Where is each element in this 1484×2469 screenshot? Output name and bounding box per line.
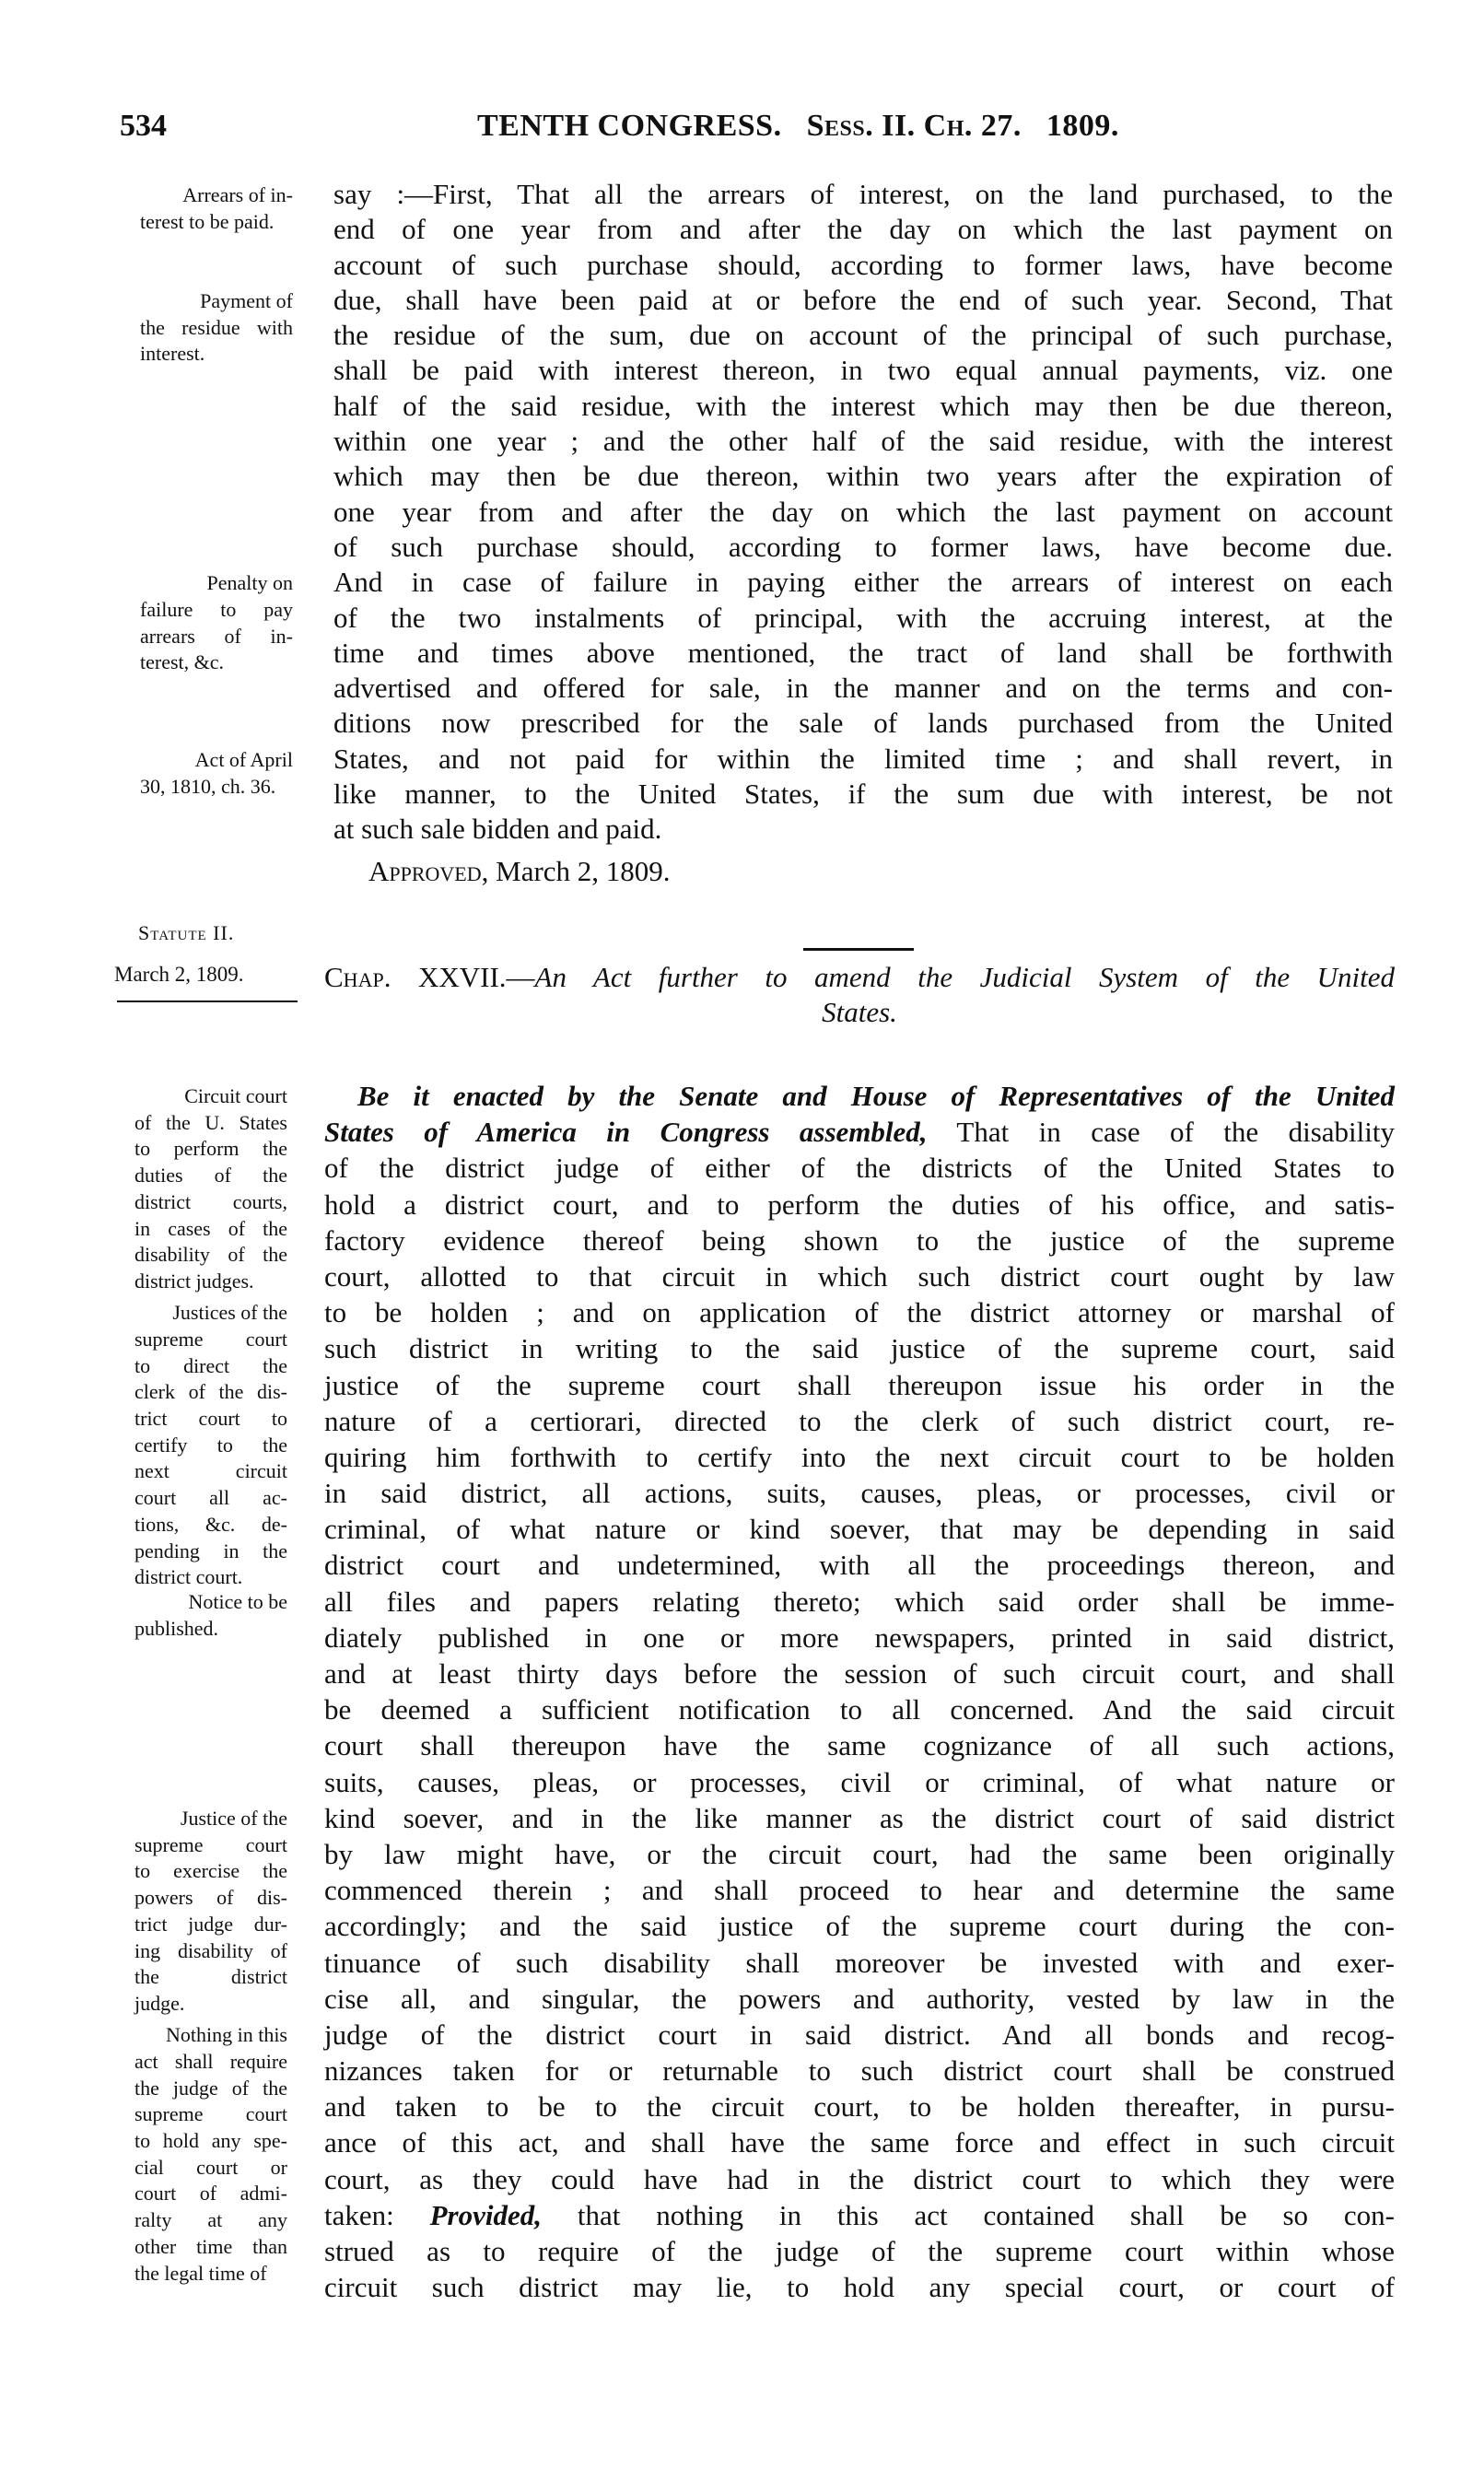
margin-note-line: Arrears of in-: [182, 183, 293, 206]
body-line: court, allotted to that circuit in which such district court ought by law: [324, 1259, 1395, 1293]
body-line: like manner, to the United States, if the sum due with interest, be not: [333, 778, 1393, 811]
enacting-clause-rest: That in case of the disability: [927, 1116, 1395, 1149]
body-line: criminal, of what nature or kind soever, that may be depending in said: [324, 1513, 1395, 1546]
body-line: and taken to be to the circuit court, to be holden thereafter, in pursu-: [324, 2090, 1395, 2124]
margin-note: [134, 1589, 287, 1642]
margin-note-line: act shall require: [134, 2049, 287, 2073]
body-line: kind soever, and in the like manner as the district court of said district: [324, 1801, 1395, 1834]
body-line: of such purchase should, according to former laws, have become due.: [333, 530, 1393, 563]
body-line: to be holden ; and on application of the district attorney or marshal of: [324, 1296, 1395, 1329]
body-line: States, and not paid for within the limited time ; and shall revert, in: [333, 742, 1393, 775]
body-line: which may then be due thereon, within two years after the expiration of: [333, 460, 1393, 493]
margin-note: [140, 182, 293, 235]
header-year: 1809.: [1046, 109, 1119, 143]
proviso-pre: taken:: [324, 2198, 430, 2231]
proviso-line: [324, 2197, 1395, 2233]
body-line: all files and papers relating thereto; which said order shall be imme-: [324, 1585, 1395, 1618]
body-line: court, as they could have had in the district court to which they were: [324, 2162, 1395, 2195]
margin-note-line: Notice to be: [188, 1589, 287, 1613]
margin-note-line: Circuit court: [184, 1084, 287, 1107]
body-line: hold a district court, and to perform the duties of his office, and satis-: [324, 1188, 1395, 1221]
approved-label: Approved,: [368, 855, 489, 887]
body-line: in said district, all actions, suits, causes, pleas, or processes, civil or: [324, 1477, 1395, 1510]
enacting-clause-emphasis: States of America in Congress assembled,: [324, 1116, 928, 1149]
margin-note: [134, 2022, 287, 2287]
header-chapter: Ch. 27.: [923, 109, 1022, 143]
chapter-title: An Act further to amend the Judicial System of the United: [534, 961, 1395, 993]
statute-label: Statute II.: [138, 921, 235, 944]
statute-date-underline: [117, 1000, 298, 1002]
margin-note-line: the district: [134, 1965, 287, 1989]
running-header: [477, 109, 1119, 144]
body-line: shall be paid with interest thereon, in two equal annual payments, viz. one: [333, 354, 1393, 387]
proviso-word: Provided,: [429, 2198, 543, 2231]
body-line: of the two instalments of principal, with the accruing interest, at the: [333, 601, 1393, 634]
margin-note: [134, 1083, 287, 1295]
body-line: end of one year from and after the day on which the last payment on: [333, 213, 1393, 246]
body-line: of the district judge of either of the districts of the United States to: [324, 1152, 1395, 1185]
margin-note: [140, 570, 293, 676]
body-line: the residue of the sum, due on account of the principal of such purchase,: [333, 319, 1393, 352]
margin-note-line: trict judge dur-: [134, 1912, 287, 1936]
margin-note-line: terest to be paid.: [140, 209, 275, 233]
body-line: justice of the supreme court shall thereupon issue his order in the: [324, 1368, 1395, 1401]
margin-note-line: to hold any spe-: [134, 2129, 287, 2152]
margin-note-line: terest, &c.: [140, 650, 225, 674]
header-session: Sess. II.: [806, 109, 916, 143]
section-divider-rule: [803, 948, 914, 951]
margin-note-line: supreme court: [134, 2102, 287, 2126]
enacting-clause-line1: [324, 1078, 1395, 1114]
margin-note-line: Payment of: [200, 288, 293, 312]
margin-note-line: arrears of in-: [140, 624, 293, 648]
chapter-heading-line1: [324, 960, 1395, 995]
section1-body: [333, 177, 1393, 848]
margin-note-line: to exercise the: [134, 1859, 287, 1883]
margin-note-line: in cases of the: [134, 1216, 287, 1240]
margin-note-line: the legal time of: [134, 2261, 267, 2285]
body-line: accordingly; and the said justice of the supreme court during the con-: [324, 1910, 1395, 1943]
margin-note-line: court of admi-: [134, 2182, 287, 2206]
header-title: TENTH CONGRESS.: [477, 109, 782, 143]
body-line: say :—First, That all the arrears of interest, on the land purchased, to the: [333, 178, 1393, 210]
margin-note-line: court all ac-: [134, 1486, 287, 1510]
body-line: ance of this act, and shall have the same force and effect in such circuit: [324, 2126, 1395, 2159]
margin-note-line: district court.: [134, 1565, 243, 1589]
body-line: circuit such district may lie, to hold any special court, or court of: [324, 2271, 1395, 2304]
margin-note-line: supreme court: [134, 1832, 287, 1856]
margin-note-line: next circuit: [134, 1459, 287, 1483]
approval-line: [368, 855, 671, 888]
body-line: quiring him forthwith to certify into the next circuit court to be holden: [324, 1440, 1395, 1473]
margin-note-line: other time than: [134, 2234, 287, 2258]
body-line: time and times above mentioned, the tract of land shall be forthwith: [333, 636, 1393, 669]
body-line: due, shall have been paid at or before the end of such year. Second, That: [333, 283, 1393, 316]
margin-note-line: ralty at any: [134, 2208, 287, 2232]
margin-note-line: 30, 1810, ch. 36.: [140, 774, 276, 798]
margin-note: [134, 1300, 287, 1591]
body-line: district court and undetermined, with all the proceedings thereon, and: [324, 1549, 1395, 1582]
body-line: account of such purchase should, according to former laws, have become: [333, 248, 1393, 281]
proviso-post: that nothing in this act contained shall be so con-: [542, 2198, 1395, 2231]
enacting-clause-line2: [324, 1114, 1395, 1150]
body-line: court shall thereupon have the same cognizance of all such actions,: [324, 1729, 1395, 1762]
margin-note-line: certify to the: [134, 1433, 287, 1457]
margin-note-line: to perform the: [134, 1137, 287, 1161]
margin-note-line: Act of April: [194, 747, 293, 771]
margin-note-line: interest.: [140, 342, 205, 366]
margin-note-line: Justice of the: [180, 1807, 287, 1830]
body-line: be deemed a sufficient notification to all concerned. And the said circuit: [324, 1693, 1395, 1726]
body-line: ditions now prescribed for the sale of lands purchased from the United: [333, 707, 1393, 740]
margin-note-line: duties of the: [134, 1164, 287, 1188]
margin-note-line: Nothing in this: [165, 2023, 287, 2047]
margin-note-line: of the U. States: [134, 1110, 287, 1134]
margin-note-line: powers of dis-: [134, 1886, 287, 1910]
margin-note-line: district judges.: [134, 1269, 254, 1293]
body-line: suits, causes, pleas, or processes, civil or criminal, of what nature or: [324, 1765, 1395, 1798]
enacting-clause-text: Be it enacted by the Senate and House of Representatives of the United: [357, 1080, 1395, 1112]
body-line: diately published in one or more newspapers, printed in said district,: [324, 1621, 1395, 1654]
chapter-heading-line2: States.: [822, 996, 897, 1028]
margin-note-line: clerk of the dis-: [134, 1380, 287, 1404]
margin-note-line: disability of the: [134, 1243, 287, 1267]
section2-tail-lines: [324, 2233, 1395, 2305]
body-line: judge of the district court in said district. And all bonds and recog-: [324, 2018, 1395, 2051]
margin-note-line: to direct the: [134, 1353, 287, 1377]
body-line: tinuance of such disability shall moreover be invested with and exer-: [324, 1946, 1395, 1979]
body-line: nizances taken for or returnable to such district court shall be construed: [324, 2054, 1395, 2088]
section2-body: [324, 1078, 1395, 2305]
body-line: cise all, and singular, the powers and authority, vested by law in the: [324, 1982, 1395, 2015]
margin-note-line: trict court to: [134, 1407, 287, 1430]
margin-note-line: cial court or: [134, 2155, 287, 2179]
margin-note-line: failure to pay: [140, 598, 293, 621]
margin-note-line: the judge of the: [134, 2076, 287, 2100]
body-line: strued as to require of the judge of the supreme court within whose: [324, 2235, 1395, 2267]
body-line: advertised and offered for sale, in the manner and on the terms and con-: [333, 672, 1393, 705]
margin-note-line: ing disability of: [134, 1938, 287, 1962]
body-line: at such sale bidden and paid.: [333, 813, 662, 846]
body-line: half of the said residue, with the interest which may then be due thereon,: [333, 389, 1393, 422]
body-line: one year from and after the day on which the last payment on account: [333, 495, 1393, 528]
section2-lines: [324, 1150, 1395, 2196]
statute-date: March 2, 1809.: [114, 963, 244, 986]
margin-note-line: Justices of the: [172, 1301, 287, 1325]
body-line: such district in writing to the said justice of the supreme court, said: [324, 1332, 1395, 1365]
margin-note-line: the residue with: [140, 315, 293, 339]
body-line: commenced therein ; and shall proceed to hear and determine the same: [324, 1874, 1395, 1907]
margin-note-line: published.: [134, 1616, 219, 1640]
body-line: factory evidence thereof being shown to the justice of the supreme: [324, 1223, 1395, 1257]
body-line: And in case of failure in paying either the arrears of interest on each: [333, 566, 1393, 599]
margin-note-line: district courts,: [134, 1189, 287, 1213]
body-line: nature of a certiorari, directed to the clerk of such district court, re-: [324, 1404, 1395, 1437]
chapter-heading: [324, 960, 1395, 1030]
page-number: 534: [120, 109, 167, 143]
margin-note-line: tions, &c. de-: [134, 1512, 287, 1536]
body-line: and at least thirty days before the session of such circuit court, and shall: [324, 1657, 1395, 1690]
margin-note-line: Penalty on: [206, 571, 293, 595]
margin-note: [140, 288, 293, 368]
margin-note-line: pending in the: [134, 1539, 287, 1562]
chapter-label: Chap. XXVII.—: [324, 961, 535, 993]
body-line: by law might have, or the circuit court, had the same been originally: [324, 1837, 1395, 1870]
approved-date: March 2, 1809.: [496, 855, 671, 887]
margin-note-line: supreme court: [134, 1327, 287, 1351]
margin-note: [134, 1806, 287, 2018]
body-line: within one year ; and the other half of the said residue, with the interest: [333, 425, 1393, 458]
margin-note-line: judge.: [134, 1991, 185, 2015]
margin-note: [140, 747, 293, 800]
